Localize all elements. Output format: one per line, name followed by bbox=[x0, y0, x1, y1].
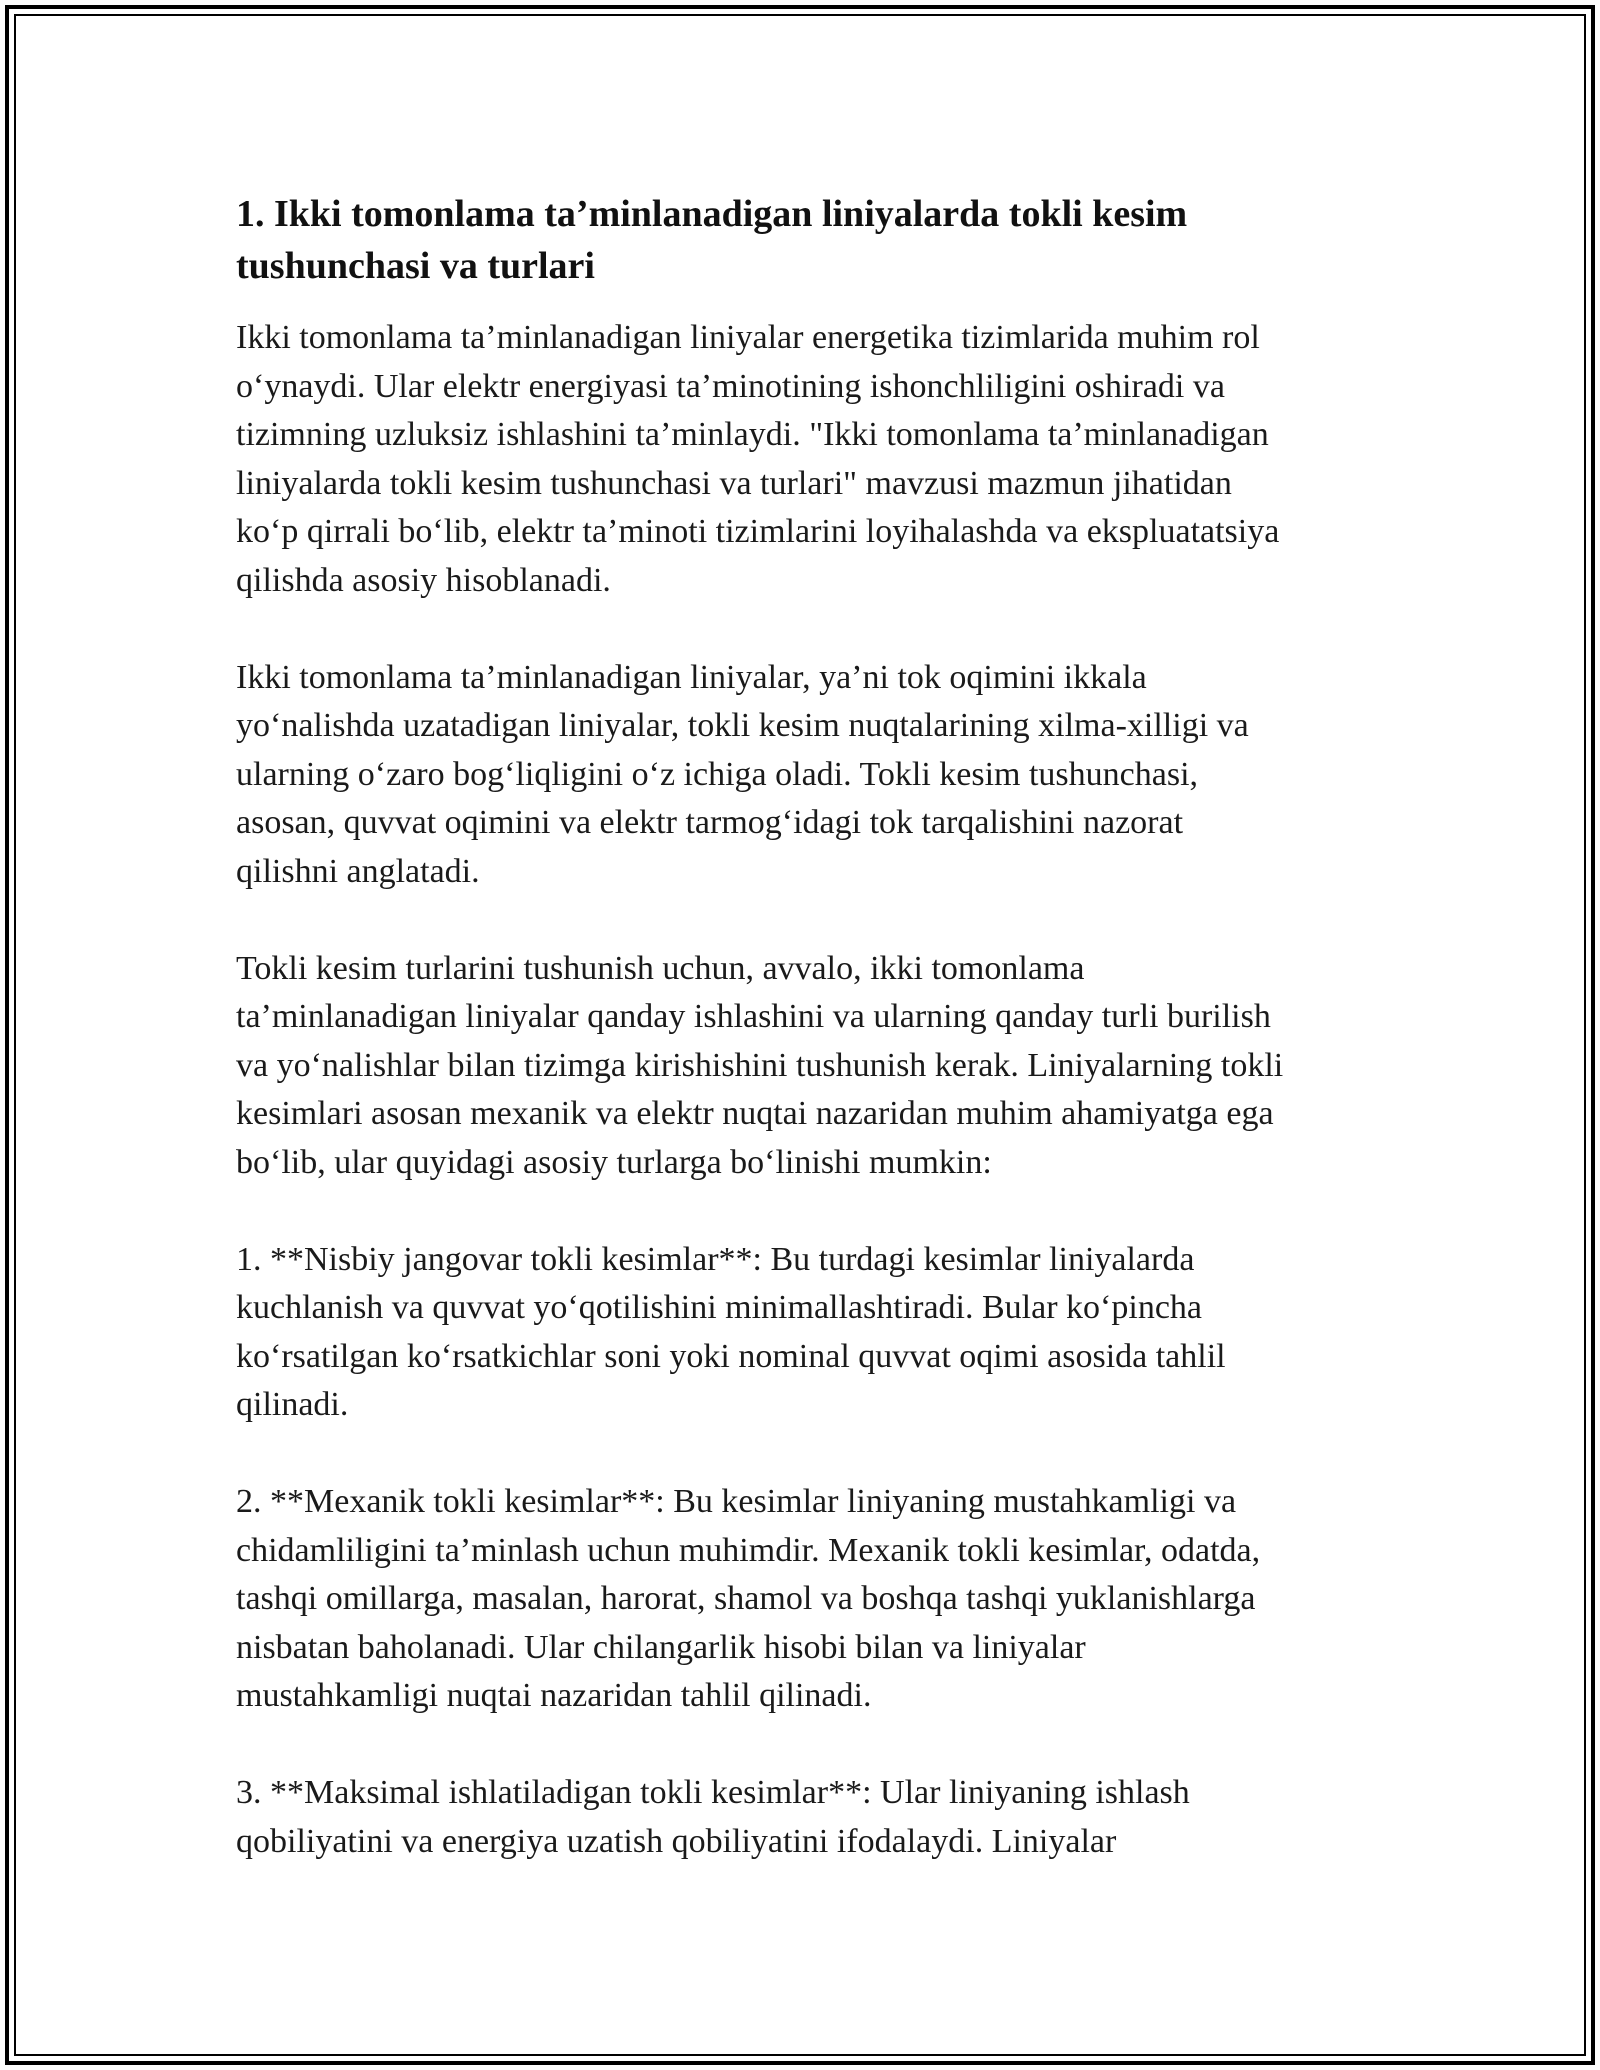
section-heading: 1. Ikki tomonlama ta’minlanadigan liniyalarda tokli kesim tushunchasi va turlari bbox=[236, 193, 1188, 287]
paragraph-definition: Ikki tomonlama ta’minlanadigan liniyalar, ya’ni tok oqimini ikkala yo‘nalishda uzatadigan liniyalar, tokli kesim nuqtalarining xilma-xilligi va ularning o‘zaro bog‘liqligini o‘z ichiga oladi. Tokli kesim tushunchasi, asosan, quvvat oqimini va elektr tarmog‘idagi tok tarqalishini nazorat qilishni anglatadi. bbox=[236, 658, 1249, 890]
list-item-1: 1. **Nisbiy jangovar tokli kesimlar**: Bu turdagi kesimlar liniyalarda kuchlanish va quvvat yo‘qotilishini minimallashtiradi. Bular ko‘pincha ko‘rsatilgan ko‘rsatkichlar soni yoki nominal quvvat oqimi asosida tahlil qilinadi. bbox=[236, 1240, 1226, 1423]
list-item-3: 3. **Maksimal ishlatiladigan tokli kesimlar**: Ular liniyaning ishlash qobiliyatini va energiya uzatish qobiliyatini ifodalaydi. Liniyalar bbox=[236, 1774, 1190, 1860]
paragraph-intro: Ikki tomonlama ta’minlanadigan liniyalar energetika tizimlarida muhim rol o‘ynaydi. Ular elektr energiyasi ta’minotining ishonchliligini oshiradi va tizimning uzluksiz ishlashini ta’minlaydi. "Ikki tomonlama ta’minlanadigan liniyalarda tokli kesim tushunchasi va turlari" mavzusi mazmun jihatidan ko‘p qirrali bo‘lib, elektr ta’minoti tizimlarini loyihalashda va ekspluatatsiya qilishda asosiy hisoblanadi. bbox=[236, 319, 1280, 599]
list-item-2: 2. **Mexanik tokli kesimlar**: Bu kesimlar liniyaning mustahkamligi va chidamliligini ta’minlash uchun muhimdir. Mexanik tokli kesimlar, odatda, tashqi omillarga, masalan, harorat, shamol va boshqa tashqi yuklanishlarga nisbatan baholanadi. Ular chilangarlik hisobi bilan va liniyalar mustahkamligi nuqtai nazaridan tahlil qilinadi. bbox=[236, 1483, 1261, 1714]
document-body bbox=[236, 188, 1376, 1866]
paragraph-types-overview: Tokli kesim turlarini tushunish uchun, avvalo, ikki tomonlama ta’minlanadigan liniyalar qanday ishlashini va ularning qanday turli burilish va yo‘nalishlar bilan tizimga kirishishini tushunish kerak. Liniyalarning tokli kesimlari asosan mexanik va elektr nuqtai nazaridan muhim ahamiyatga ega bo‘lib, ular quyidagi asosiy turlarga bo‘linishi mumkin: bbox=[236, 949, 1284, 1181]
